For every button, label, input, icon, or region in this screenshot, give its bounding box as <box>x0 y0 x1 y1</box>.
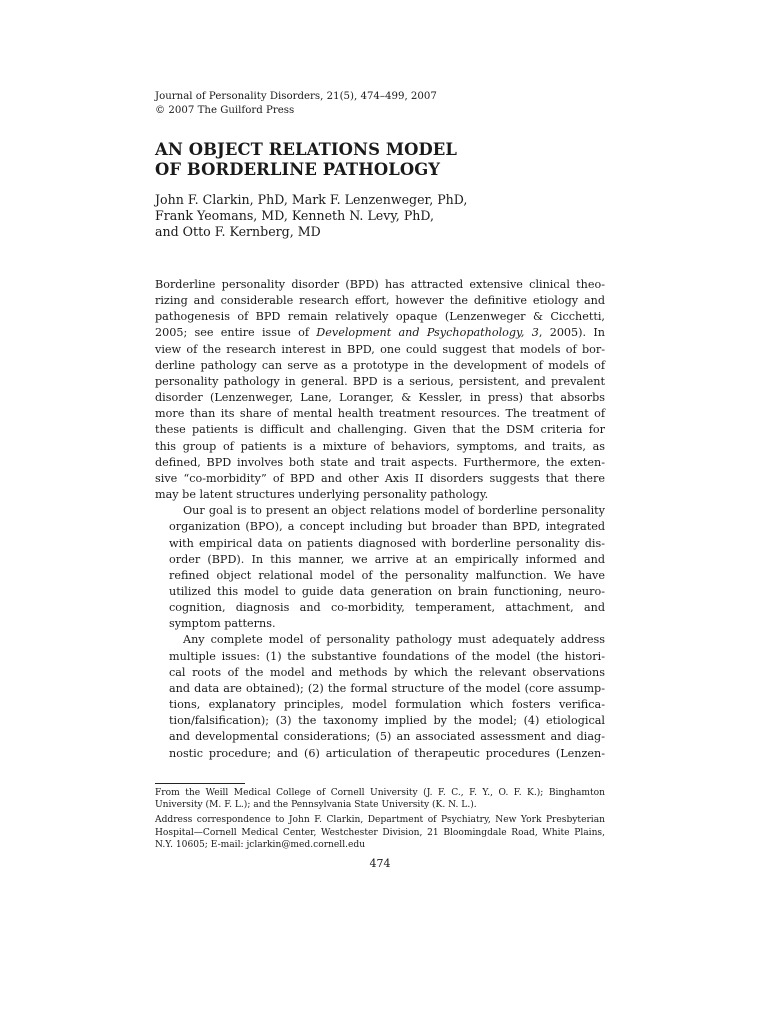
body-line: and data are obtained); (2) the formal structure of the model (core assump- <box>169 681 605 695</box>
article-body <box>155 277 605 762</box>
body-line: and developmental considerations; (5) an associated assessment and diag- <box>169 730 605 744</box>
paragraph-3 <box>155 632 605 761</box>
author-line: Frank Yeomans, MD, Kenneth N. Levy, PhD, <box>155 208 435 223</box>
body-line <box>155 325 605 341</box>
correspondence-footnote: Address correspondence to John F. Clarkin, Department of Psychiatry, New York Presbyterian Hospital—Cornell Medical Center, Westchester Division, 21 Bloomingdale Road, White Plains, N.Y. 10605; E-mail: jclarkin@med.cornell.edu <box>155 815 605 850</box>
body-line: tion/falsification); (3) the taxonomy implied by the model; (4) etiological <box>169 714 605 728</box>
body-text: , 2005). In <box>538 326 606 340</box>
body-line: cognition, diagnosis and co-morbidity, temperament, attachment, and <box>169 601 605 615</box>
body-line: Our goal is to present an object relations model of borderline personality <box>183 504 605 518</box>
journal-citation: Journal of Personality Disorders, 21(5), 474–499, 2007 <box>155 91 437 102</box>
body-line: Any complete model of personality pathology must adequately address <box>183 633 605 647</box>
author-line: and Otto F. Kernberg, MD <box>155 224 321 239</box>
body-line: order (BPD). In this manner, we arrive at an empirically informed and <box>169 552 605 566</box>
author-list <box>155 192 615 240</box>
article-title <box>155 140 615 180</box>
body-line: tions, explanatory principles, model formulation which fosters verifica- <box>169 698 605 712</box>
body-line: utilized this model to guide data generation on brain functioning, neuro- <box>169 584 605 598</box>
body-line: symptom patterns. <box>169 617 276 631</box>
footnote-divider <box>155 783 245 784</box>
body-line: rizing and considerable research effort, however the definitive etiology and <box>155 294 605 308</box>
body-line: disorder (Lenzenweger, Lane, Loranger, & Kessler, in press) that absorbs <box>155 391 605 405</box>
title-line: OF BORDERLINE PATHOLOGY <box>155 160 441 179</box>
body-line: these patients is difficult and challenging. Given that the DSM criteria for <box>155 423 605 437</box>
body-line: view of the research interest in BPD, one could suggest that models of bor- <box>155 342 605 356</box>
footnotes <box>155 787 605 854</box>
paragraph-1 <box>155 277 605 503</box>
body-line: defined, BPD involves both state and trait aspects. Furthermore, the exten- <box>155 455 605 469</box>
paragraph-2 <box>155 503 605 632</box>
body-line: cal roots of the model and methods by which the relevant observations <box>169 665 605 679</box>
copyright-notice: © 2007 The Guilford Press <box>155 105 295 116</box>
body-line: more than its share of mental health treatment resources. The treatment of <box>155 407 605 421</box>
body-line: sive “co-morbidity” of BPD and other Axis II disorders suggests that there <box>155 471 605 485</box>
body-line: multiple issues: (1) the substantive foundations of the model (the histori- <box>169 649 605 663</box>
body-line: pathogenesis of BPD remain relatively opaque (Lenzenweger & Cicchetti, <box>155 310 605 324</box>
journal-reference-italic: Development and Psychopathology, 3 <box>316 326 539 340</box>
affiliation-footnote: From the Weill Medical College of Cornell University (J. F. C., F. Y., O. F. K.); Binghamton University (M. F. L.); and the Pennsylvania State University (K. N. L.). <box>155 788 605 811</box>
title-line: AN OBJECT RELATIONS MODEL <box>155 140 458 159</box>
body-text: 2005; see entire issue of <box>155 326 317 340</box>
page-number: 474 <box>369 857 391 870</box>
journal-header <box>155 90 615 118</box>
body-line: this group of patients is a mixture of behaviors, symptoms, and traits, as <box>155 439 605 453</box>
body-line: Borderline personality disorder (BPD) has attracted extensive clinical theo- <box>155 278 605 291</box>
body-line: personality pathology in general. BPD is a serious, persistent, and prevalent <box>155 374 605 388</box>
body-line: nostic procedure; and (6) articulation of therapeutic procedures (Lenzen- <box>169 746 605 760</box>
body-line: with empirical data on patients diagnosed with borderline personality dis- <box>169 536 605 550</box>
body-line: derline pathology can serve as a prototype in the development of models of <box>155 358 605 372</box>
body-line: organization (BPO), a concept including but broader than BPD, integrated <box>169 520 605 534</box>
body-line: refined object relational model of the personality malfunction. We have <box>169 568 605 582</box>
body-line: may be latent structures underlying personality pathology. <box>155 488 489 502</box>
author-line: John F. Clarkin, PhD, Mark F. Lenzenweger, PhD, <box>155 192 468 207</box>
